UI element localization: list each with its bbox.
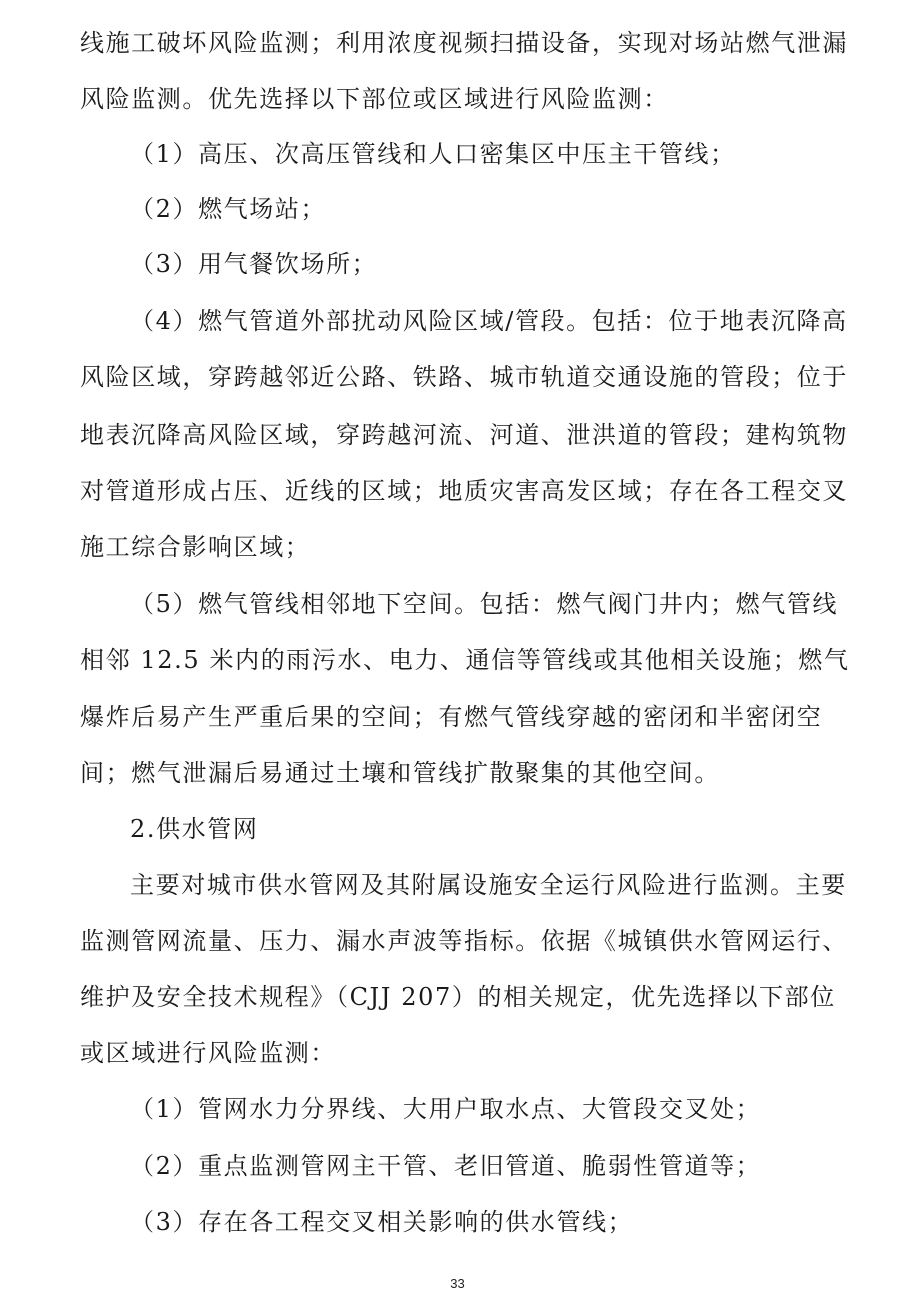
text-line: 主要对城市供水管网及其附属设施安全运行风险进行监测。主要 [130, 871, 847, 899]
list-item: （5）燃气管线相邻地下空间。包括：燃气阀门井内；燃气管线 [130, 590, 839, 618]
text-line: 或区域进行风险监测： [80, 1039, 336, 1067]
text-line: 相邻 12.5 米内的雨污水、电力、通信等管线或其他相关设施；燃气 [80, 646, 850, 674]
text-line: 线施工破坏风险监测；利用浓度视频扫描设备，实现对场站燃气泄漏 [80, 29, 848, 57]
text-line: 风险监测。优先选择以下部位或区域进行风险监测： [80, 85, 669, 113]
text-line: 对管道形成占压、近线的区域；地质灾害高发区域；存在各工程交叉 [80, 477, 848, 505]
text-line: 爆炸后易产生严重后果的空间；有燃气管线穿越的密闭和半密闭空 [80, 703, 823, 731]
list-item: （3）存在各工程交叉相关影响的供水管线； [130, 1208, 634, 1236]
text-line: 地表沉降高风险区域，穿跨越河流、河道、泄洪道的管段；建构筑物 [80, 421, 848, 449]
list-item: （1）高压、次高压管线和人口密集区中压主干管线； [130, 140, 736, 168]
text-line: 施工综合影响区域； [80, 533, 311, 561]
list-item: （1）管网水力分界线、大用户取水点、大管段交叉处； [130, 1095, 762, 1123]
list-item: （4）燃气管道外部扰动风险区域/管段。包括：位于地表沉降高 [130, 307, 848, 335]
list-item: （2）重点监测管网主干管、老旧管道、脆弱性管道等； [130, 1152, 762, 1180]
text-line: 间；燃气泄漏后易通过土壤和管线扩散聚集的其他空间。 [80, 759, 720, 787]
list-item: （3）用气餐饮场所； [130, 250, 378, 278]
text-line: 维护及安全技术规程》（CJJ 207）的相关规定，优先选择以下部位 [80, 983, 836, 1011]
section-heading: 2.供水管网 [130, 815, 259, 843]
list-item: （2）燃气场站； [130, 195, 327, 223]
text-line: 风险区域，穿跨越邻近公路、铁路、城市轨道交通设施的管段；位于 [80, 363, 848, 391]
page-number: 33 [450, 1276, 465, 1291]
text-line: 监测管网流量、压力、漏水声波等指标。依据《城镇供水管网运行、 [80, 927, 848, 955]
